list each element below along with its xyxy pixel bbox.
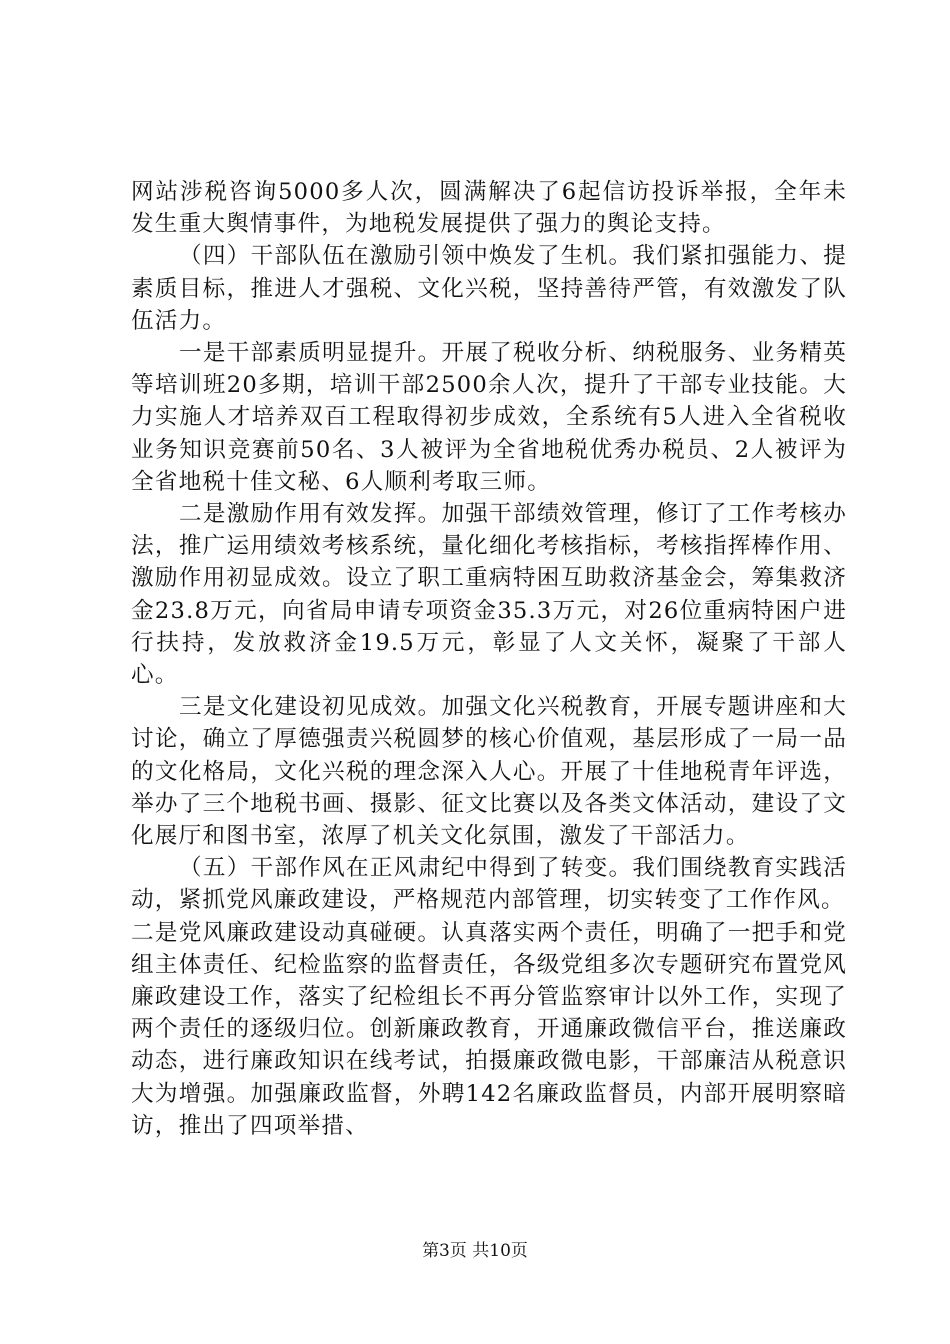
paragraph-cadre-quality: 一是干部素质明显提升。开展了税收分析、纳税服务、业务精英等培训班20多期，培训干部2500余人次，提升了干部专业技能。大力实施人才培养双百工程取得初步成效，全系统有5人进入全省税收业务知识竞赛前50名、3人被评为全省地税优秀办税员、2人被评为全省地税十佳文秘、6人顺利考取三师。	[131, 340, 847, 495]
paragraph-incentive: 二是激励作用有效发挥。加强干部绩效管理，修订了工作考核办法，推广运用绩效考核系统，量化细化考核指标，考核指挥棒作用、激励作用初显成效。设立了职工重病特困互助救济基金会，筹集救济金23.8万元，向省局申请专项资金35.3万元，对26位重病特困户进行扶持，发放救济金19.5万元，彰显了人文关怀，凝聚了干部人心。	[131, 501, 847, 689]
document-body	[131, 176, 847, 1142]
page-number: 第3页 共10页	[422, 1241, 528, 1261]
paragraph-section-four: （四）干部队伍在激励引领中焕发了生机。我们紧扣强能力、提素质目标，推进人才强税、文化兴税，坚持善待严管，有效激发了队伍活力。	[131, 243, 847, 334]
paragraph-integrity: 二是党风廉政建设动真碰硬。认真落实两个责任，明确了一把手和党组主体责任、纪检监察的监督责任，各级党组多次专题研究布置党风廉政建设工作，落实了纪检组长不再分管监察审计以外工作，实现了两个责任的逐级归位。创新廉政教育，开通廉政微信平台，推送廉政动态，进行廉政知识在线考试，拍摄廉政微电影，干部廉洁从税意识大为增强。加强廉政监督，外聘142名廉政监督员，内部开展明察暗访，推出了四项举措、	[131, 919, 847, 1139]
paragraph-continuation: 网站涉税咨询5000多人次，圆满解决了6起信访投诉举报，全年未发生重大舆情事件，为地税发展提供了强力的舆论支持。	[131, 179, 847, 238]
paragraph-section-five: （五）干部作风在正风肃纪中得到了转变。我们围绕教育实践活动，紧抓党风廉政建设，严格规范内部管理，切实转变了工作作风。	[131, 855, 847, 914]
page-footer	[0, 1240, 950, 1262]
paragraph-culture: 三是文化建设初见成效。加强文化兴税教育，开展专题讲座和大讨论，确立了厚德强责兴税圆梦的核心价值观，基层形成了一局一品的文化格局，文化兴税的理念深入人心。开展了十佳地税青年评选，举办了三个地税书画、摄影、征文比赛以及各类文体活动，建设了文化展厅和图书室，浓厚了机关文化氛围，激发了干部活力。	[131, 694, 847, 850]
